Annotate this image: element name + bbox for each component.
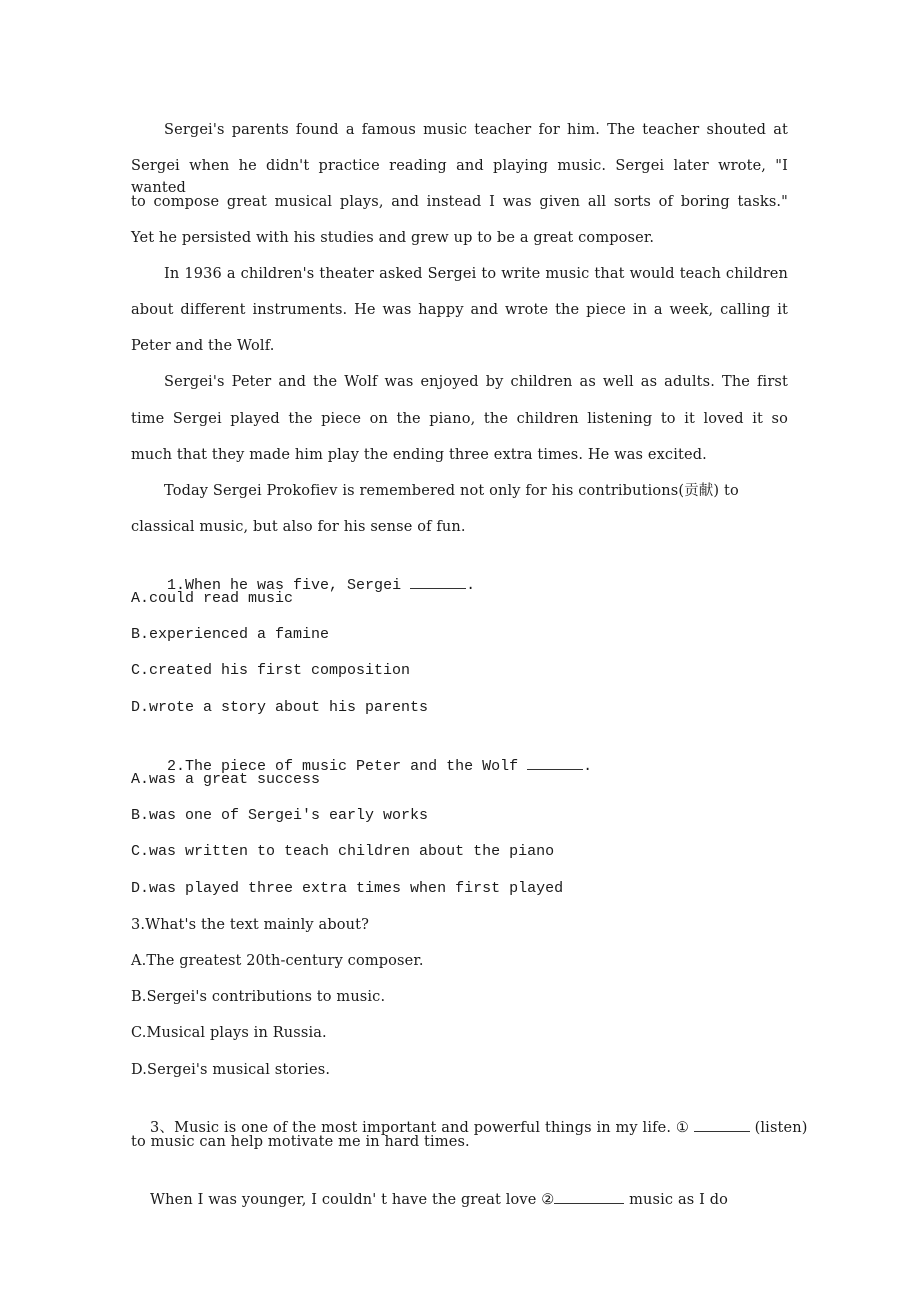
question-1-option-d[interactable] <box>131 697 428 719</box>
option-label: A. <box>131 953 147 969</box>
question-2-stem <box>131 733 593 775</box>
passage-p3-line2: time Sergei played the piece on the piano, the children listening to it loved it so <box>131 411 788 427</box>
question-1-option-a[interactable] <box>131 588 293 610</box>
passage-p3-line1: Sergei's Peter and the Wolf was enjoyed by children as well as adults. The first <box>164 374 788 390</box>
question-3-option-d[interactable] <box>131 1059 330 1081</box>
passage-p4-line2: classical music, but also for his sense of fun. <box>131 519 466 535</box>
question-2-option-c[interactable] <box>131 841 554 863</box>
option-text: was written to teach children about the piano <box>149 843 555 860</box>
cloze-line-2: to music can help motivate me in hard times. <box>131 1134 470 1150</box>
question-1-text: When he was five, Sergei <box>185 577 402 594</box>
option-text: was a great success <box>149 771 321 788</box>
cloze-hint-listen: (listen) <box>754 1120 808 1136</box>
option-text: was one of Sergei's early works <box>149 807 429 824</box>
option-label: D. <box>131 699 150 716</box>
answer-blank-2[interactable] <box>527 755 583 770</box>
passage-p1-line1: Sergei's parents found a famous music teacher for him. The teacher shouted at <box>164 122 788 138</box>
question-1-option-c[interactable] <box>131 660 410 682</box>
question-1-number: 1. <box>167 577 186 594</box>
cloze-blank-2[interactable] <box>554 1189 624 1204</box>
option-label: C. <box>131 662 150 679</box>
question-3-text: What's the text mainly about? <box>145 917 370 933</box>
option-text: experienced a famine <box>149 626 330 643</box>
answer-blank-1[interactable] <box>410 574 466 589</box>
option-text: wrote a story about his parents <box>149 699 429 716</box>
question-2-text: The piece of music Peter and the Wolf <box>185 758 519 775</box>
passage-p1-line4: Yet he persisted with his studies and grew up to be a great composer. <box>131 230 655 246</box>
passage-p4-line1: Today Sergei Prokofiev is remembered not only for his contributions(贡献) to <box>164 483 739 499</box>
option-label: A. <box>131 590 150 607</box>
question-2-option-a[interactable] <box>131 769 320 791</box>
question-3-option-a[interactable] <box>131 950 424 972</box>
question-3-number: 3. <box>131 917 146 933</box>
question-3-option-c[interactable] <box>131 1022 327 1044</box>
option-label: C. <box>131 843 150 860</box>
option-label: A. <box>131 771 150 788</box>
option-text: Musical plays in Russia. <box>146 1025 327 1041</box>
option-text: was played three extra times when first played <box>149 880 564 897</box>
cloze-blank-1[interactable] <box>694 1117 750 1132</box>
cloze-text: When I was younger, I couldn' t have the great love ② <box>150 1192 555 1208</box>
question-3-option-b[interactable] <box>131 986 385 1008</box>
option-text: Sergei's musical stories. <box>147 1062 331 1078</box>
cloze-line-3 <box>131 1167 729 1208</box>
option-label: B. <box>131 989 147 1005</box>
passage-p3-line3: much that they made him play the ending three extra times. He was excited. <box>131 447 707 463</box>
option-label: C. <box>131 1025 147 1041</box>
passage-p2-line1: In 1936 a children's theater asked Sergei to write music that would teach children <box>164 266 788 282</box>
option-label: D. <box>131 880 150 897</box>
option-label: D. <box>131 1062 148 1078</box>
question-1-suffix: . <box>466 577 476 594</box>
cloze-text: 3、Music is one of the most important and powerful things in my life. ① <box>150 1120 690 1136</box>
passage-p1-line2: Sergei when he didn't practice reading and playing music. Sergei later wrote, "I wanted <box>131 158 788 196</box>
option-text: could read music <box>149 590 294 607</box>
question-3-stem <box>131 914 369 936</box>
question-2-option-d[interactable] <box>131 878 563 900</box>
passage-p2-line3: Peter and the Wolf. <box>131 338 275 354</box>
cloze-text: music as I do <box>629 1192 729 1208</box>
option-text: created his first composition <box>149 662 411 679</box>
question-1-option-b[interactable] <box>131 624 329 646</box>
passage-p1-line3: to compose great musical plays, and instead I was given all sorts of boring tasks." <box>131 194 788 210</box>
option-text: The greatest 20th-century composer. <box>146 953 424 969</box>
question-1-stem <box>131 552 476 594</box>
option-label: B. <box>131 807 150 824</box>
question-2-option-b[interactable] <box>131 805 428 827</box>
question-2-suffix: . <box>583 758 593 775</box>
option-label: B. <box>131 626 150 643</box>
passage-p2-line2: about different instruments. He was happy and wrote the piece in a week, calling it <box>131 302 788 318</box>
cloze-line-1 <box>131 1095 808 1136</box>
question-2-number: 2. <box>167 758 186 775</box>
option-text: Sergei's contributions to music. <box>146 989 386 1005</box>
